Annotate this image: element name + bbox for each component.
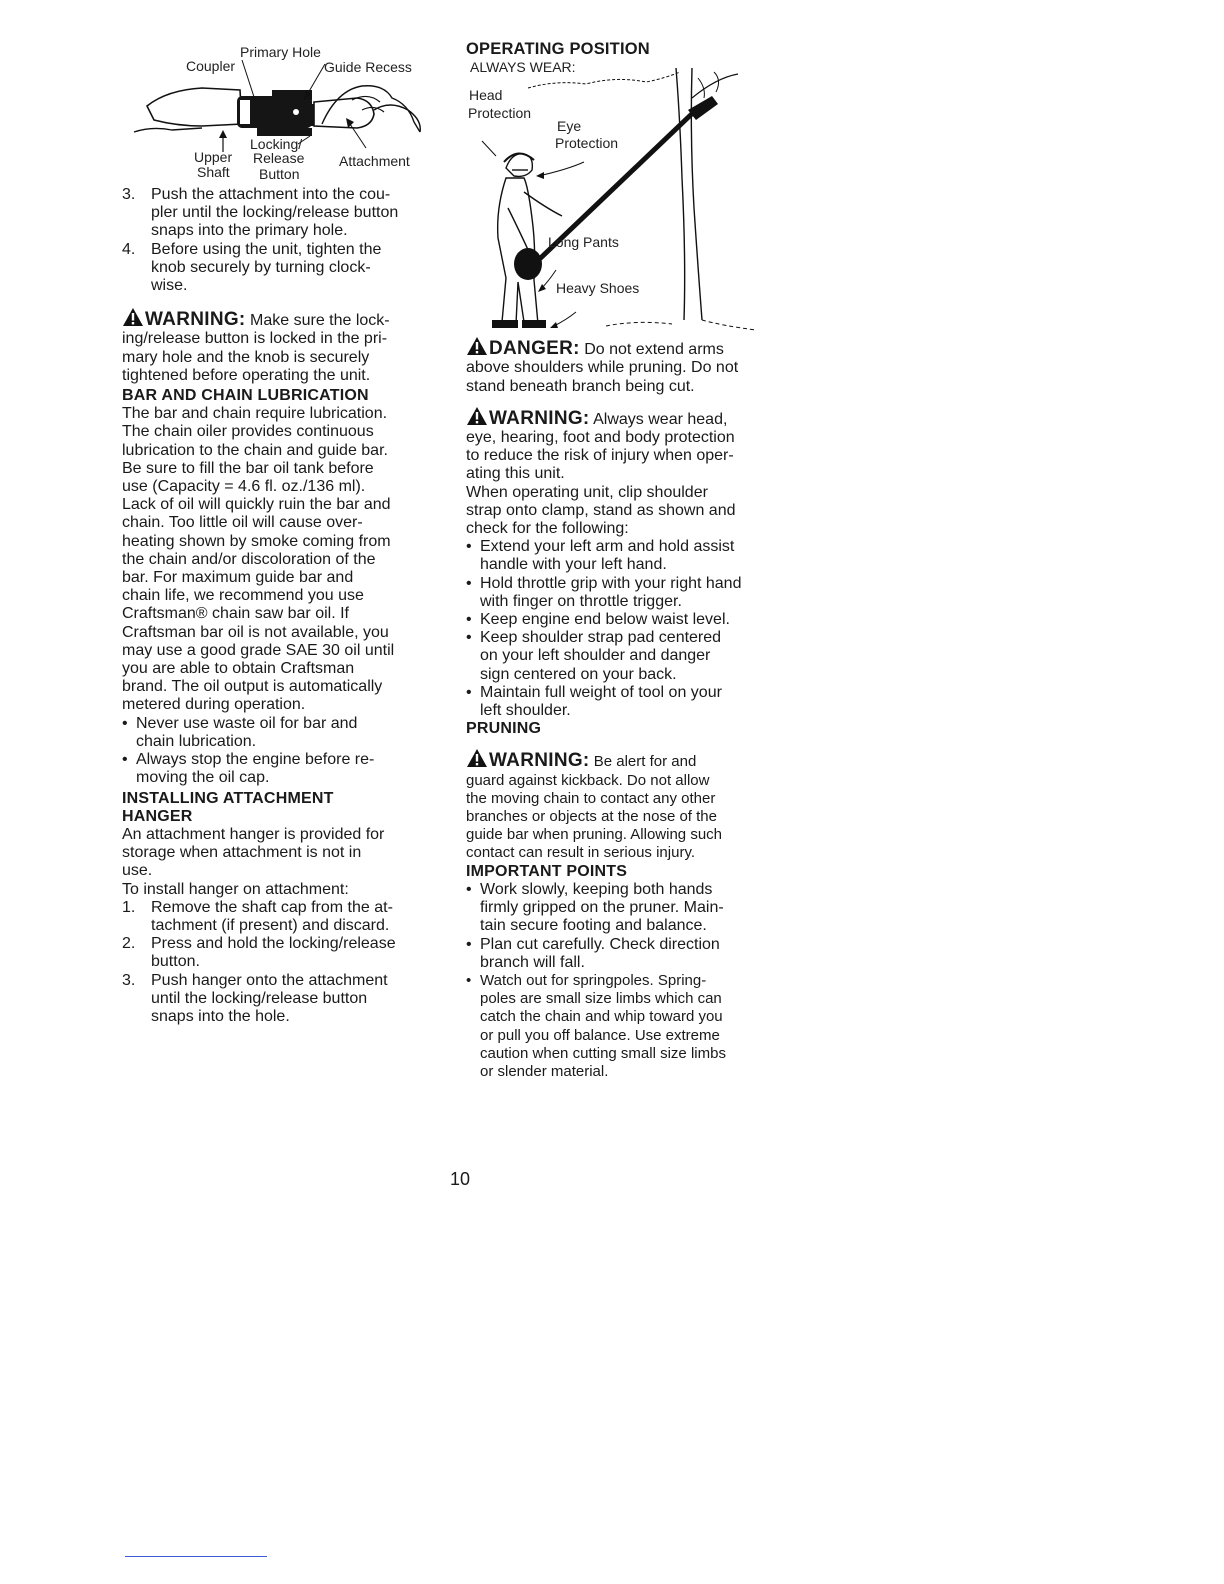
list-item <box>122 186 434 241</box>
pruning-heading: PRUNING <box>466 720 542 738</box>
step-number: 3. <box>122 971 136 989</box>
release-label: Release <box>253 150 305 166</box>
step-number: 4. <box>122 240 136 258</box>
section-heading: BAR AND CHAIN LUBRICATION <box>122 387 369 405</box>
shaft-label: Shaft <box>197 164 230 180</box>
important-points-heading: IMPORTANT POINTS <box>466 862 628 880</box>
bullet: • <box>122 751 128 769</box>
bullet: • <box>466 935 472 953</box>
section-heading: INSTALLING ATTACHMENT HANGER <box>122 789 334 825</box>
danger-triangle-icon <box>466 336 488 356</box>
coupler-figure <box>122 40 434 186</box>
warning-label: WARNING: <box>489 750 590 772</box>
left-column <box>122 40 434 1026</box>
list-item: • Never use waste oil for bar and chain lubrication. <box>122 714 358 750</box>
long-pants-label: Long Pants <box>548 234 619 251</box>
step-number: 2. <box>122 935 136 953</box>
page-number: 10 <box>450 1169 471 1189</box>
step-text: Push the attachment into the cou- pler until the locking/release button snaps into the primary hole. <box>151 186 399 240</box>
operating-position-heading: OPERATING POSITION <box>466 40 650 58</box>
warning-block-knob: WARNING: Make sure the lock- ing/release button is locked in the pri- mary hole and the knob is securely tightened before operating the unit. <box>122 309 390 384</box>
bullet: • <box>466 971 472 989</box>
list-item: 2. Press and hold the locking/release button. <box>122 935 396 971</box>
list-item: • Extend your left arm and hold assist handle with your left hand. <box>466 538 735 574</box>
warning-triangle-icon <box>466 406 488 426</box>
primary-hole-label: Primary Hole <box>240 44 321 60</box>
head-protection-label: Protection <box>468 105 532 122</box>
warning-block-protection: WARNING: Always wear head, eye, hearing, foot and body protection to reduce the risk of injury when oper- ating this unit. When operating unit, clip shoulder strap onto clamp, stand as shown and check for the following: • Extend your left arm and hold assist handle with your left hand. • Hold throttle grip with your right hand with finger on throttle trigger. • Keep engine end below waist level. • Keep shoulder strap pad centered on your left shoulder and danger sign centered on your back. • Maintain full weight of tool on your left shoulder. <box>466 406 778 720</box>
hanger-text: An attachment hanger is provided for storage when attachment is not in use. To install hanger on attachment: <box>122 825 385 898</box>
install-steps-list <box>122 186 434 295</box>
heavy-shoes-label: Heavy Shoes <box>556 280 640 297</box>
eye-label: Eye <box>557 118 582 135</box>
list-item: • Keep shoulder strap pad centered on your left shoulder and danger sign centered on your back. <box>466 629 722 683</box>
bullet: • <box>466 574 472 592</box>
list-item: • Always stop the engine before re- moving the oil cap. <box>122 751 375 787</box>
step-text: Before using the unit, tighten the knob securely by turning clock- wise. <box>151 240 382 295</box>
bullet: • <box>122 714 128 732</box>
locking-label: Locking/ <box>250 136 303 152</box>
operating-text: When operating unit, clip shoulder strap onto clamp, stand as shown and check for the following: <box>466 483 736 538</box>
lubrication-text: The bar and chain require lubrication. The chain oiler provides continuous lubrication to the chain and guide bar. Be sure to fill the bar oil tank before use (Capacity = 4.6 fl. oz./136 ml). Lack of oil will quickly ruin the bar and chain. Too little oil will cause over- heating shown by smoke coming from the chain and/or discoloration of the bar. For maximum guide bar and chain life, we recommend you use Craftsman® chain saw bar oil. If Craftsman bar oil is not available, you may use a good grade SAE 30 oil until you are able to obtain Craftsman brand. The oil output is automatically metered during operation. <box>122 405 395 714</box>
warning-block-kickback: WARNING: Be alert for and guard against kickback. Do not allow the moving chain to contact any other branches or objects at the nose of the guide bar when pruning. Allowing such contact can result in serious injury. <box>466 750 723 862</box>
head-label: Head <box>469 87 503 104</box>
list-item: 1. Remove the shaft cap from the at- tachment (if present) and discard. <box>122 898 393 934</box>
list-item: • Watch out for springpoles. Spring- poles are small size limbs which can catch the chain and whip toward you or pull you off balance. Use extreme caution when cutting small size limbs or slender material. <box>466 971 726 1080</box>
step-number: 1. <box>122 898 136 916</box>
list-item: • Keep engine end below waist level. <box>466 611 730 629</box>
warning-triangle-icon <box>122 307 144 327</box>
bullet: • <box>466 538 472 556</box>
list-item: • Work slowly, keeping both hands firmly gripped on the pruner. Main- tain secure footing and balance. <box>466 880 724 935</box>
list-item: • Plan cut carefully. Check direction branch will fall. <box>466 935 720 971</box>
list-item: • Maintain full weight of tool on your left shoulder. <box>466 683 722 720</box>
warning-triangle-icon <box>466 748 488 768</box>
warning-label: WARNING: <box>145 309 246 331</box>
warning-label: WARNING: <box>489 407 590 429</box>
upper-label: Upper <box>194 149 233 165</box>
operating-position-figure <box>466 58 778 334</box>
hanger-section <box>122 790 434 1027</box>
danger-label: DANGER: <box>489 338 580 360</box>
footer-rule <box>125 1556 267 1557</box>
bullet: • <box>466 683 472 701</box>
list-item: • Hold throttle grip with your right hand with finger on throttle trigger. <box>466 574 742 610</box>
lubrication-section <box>122 387 434 787</box>
list-item: 3. Push hanger onto the attachment until the locking/release button snaps into the hole. <box>122 971 388 1025</box>
step-number: 3. <box>122 186 136 203</box>
bullet: • <box>466 880 472 898</box>
coupler-label: Coupler <box>186 58 236 74</box>
bullet: • <box>466 611 472 629</box>
bullet: • <box>466 629 472 647</box>
always-wear-label: ALWAYS WEAR: <box>470 59 576 76</box>
right-column <box>466 40 778 1081</box>
button-label: Button <box>259 166 300 182</box>
attachment-label: Attachment <box>339 153 410 169</box>
eye-protection-label: Protection <box>555 135 619 152</box>
danger-block: DANGER: Do not extend arms above shoulders while pruning. Do not stand beneath branch being cut. <box>466 338 739 395</box>
list-item <box>122 241 434 296</box>
guide-recess-label: Guide Recess <box>324 59 412 75</box>
